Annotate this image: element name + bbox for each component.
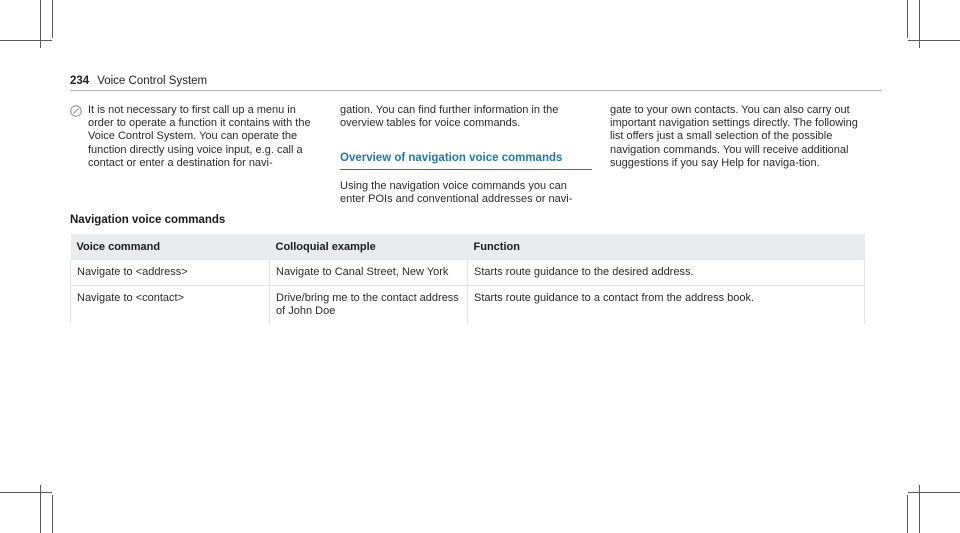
crop-mark — [907, 495, 908, 533]
table-cell: Starts route guidance to a contact from the address book. — [468, 286, 865, 325]
table-title: Navigation voice commands — [70, 214, 226, 226]
table-cell: Navigate to <address> — [71, 260, 270, 286]
page-number: 234 — [70, 75, 90, 87]
crop-mark — [0, 40, 52, 41]
crop-mark — [908, 492, 960, 493]
column-header: Colloquial example — [270, 234, 468, 260]
voice-commands-table — [70, 234, 865, 324]
info-icon — [70, 105, 82, 117]
section-title: Overview of navigation voice commands — [340, 152, 592, 169]
table-header-row — [71, 234, 865, 260]
table-cell: Starts route guidance to the desired address. — [468, 260, 865, 286]
crop-mark — [52, 495, 53, 533]
header-divider — [70, 90, 882, 91]
section-name: Voice Control System — [97, 75, 208, 87]
crop-mark — [908, 40, 960, 41]
note-continuation: gation. You can find further information in the overview tables for voice commands. — [340, 104, 559, 130]
table-cell: Navigate to <contact> — [71, 286, 270, 325]
table-cell: Drive/bring me to the contact address of John Doe — [270, 286, 468, 325]
note-text: It is not necessary to first call up a menu in order to operate a function it contains with the Voice Control System. You can operate the function directly using voice input, e.g. call a contact or enter a destination for navi- — [88, 104, 311, 169]
note-column — [70, 104, 320, 170]
crop-mark — [907, 0, 908, 38]
column-header: Function — [468, 234, 865, 260]
section-body-continuation: gate to your own contacts. You can also carry out important navigation settings directly. The following list offers just a small selection of the possible navigation commands. You will receive additional suggestions if you say Help for naviga-tion. — [610, 104, 858, 169]
column-header: Voice command — [71, 234, 270, 260]
crop-mark — [52, 0, 53, 38]
page-header — [70, 75, 207, 87]
table-row — [71, 286, 865, 325]
table-cell: Navigate to Canal Street, New York — [270, 260, 468, 286]
crop-mark — [0, 492, 52, 493]
section-body: Using the navigation voice commands you can enter POIs and conventional addresses or navi- — [340, 179, 573, 205]
right-column — [610, 104, 872, 170]
middle-column — [340, 104, 592, 206]
table-row — [71, 260, 865, 286]
